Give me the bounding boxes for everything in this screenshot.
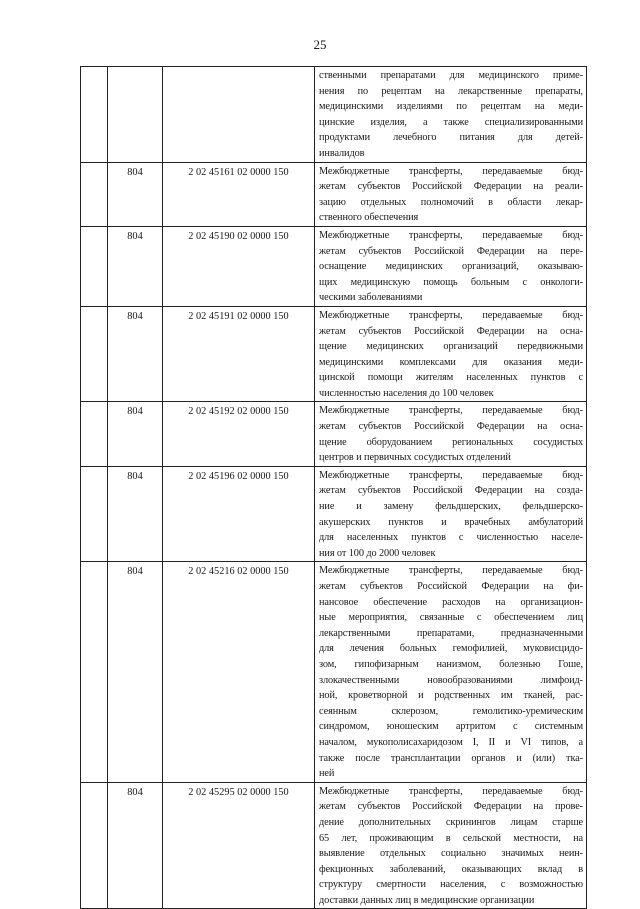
revenue-name-line: нансовое обеспечение расходов на организацион-	[319, 596, 583, 608]
revenue-name-cell	[315, 402, 587, 466]
empty-cell	[81, 466, 108, 562]
revenue-name-line: щих медицинскую помощь больным с онкологи-	[319, 276, 583, 288]
revenue-name-line: Межбюджетные трансферты, передаваемые бюд-	[319, 309, 583, 321]
revenue-name-line: ней	[319, 768, 335, 780]
revenue-name-line: дение дополнительных скринингов лицам старше	[319, 816, 583, 828]
revenue-name-line: щение медицинских организаций передвижными	[319, 341, 583, 353]
administrator-code-cell: 804	[108, 226, 163, 306]
revenue-name-line: инвалидов	[319, 147, 365, 159]
revenue-name-line: оснащение медицинских организаций, оказываю-	[319, 261, 583, 273]
empty-cell	[81, 162, 108, 226]
revenue-name-line: жетам субъектов Российской Федерации на прове-	[319, 801, 583, 813]
empty-cell	[81, 562, 108, 782]
revenue-name-line: ственного обеспечения	[319, 212, 419, 224]
revenue-name-line: 65 лет, проживающим в сельской местности, на	[319, 832, 583, 844]
revenue-name-line: для населенных пунктов с численностью населе-	[319, 532, 583, 544]
revenue-name-line: зом, гипофизарным нанизмом, болезнью Гоше,	[319, 658, 583, 670]
budget-revenue-table	[80, 66, 587, 909]
administrator-code-cell: 804	[108, 162, 163, 226]
revenue-name-line: жетам субъектов Российской Федерации на созда-	[319, 485, 583, 497]
table-row	[81, 226, 587, 306]
revenue-code-cell	[163, 67, 315, 163]
revenue-name-line: структуру смертности населения, с возможностью	[319, 879, 583, 891]
table-body	[81, 67, 587, 909]
revenue-name-line: началом, мукополисахаридозом I, II и VI типов, а	[319, 736, 583, 748]
revenue-name-line: для лечения больных гемофилией, муковисцидо-	[319, 643, 583, 655]
revenue-name-line: продуктами лечебного питания для детей-	[319, 132, 583, 144]
revenue-code-cell: 2 02 45216 02 0000 150	[163, 562, 315, 782]
revenue-name-line: ния от 100 до 2000 человек	[319, 547, 436, 559]
table-row	[81, 162, 587, 226]
revenue-name-cell	[315, 162, 587, 226]
empty-cell	[81, 782, 108, 909]
revenue-name-line: жетам субъектов Российской Федерации на фи-	[319, 581, 583, 592]
revenue-name-line: жетам субъектов Российской Федерации на осна-	[319, 421, 583, 433]
administrator-code-cell: 804	[108, 466, 163, 562]
administrator-code-cell: 804	[108, 782, 163, 909]
table-row	[81, 562, 587, 782]
revenue-name-line: синдромом, юношеским артритом с системным	[319, 721, 583, 733]
empty-cell	[81, 226, 108, 306]
revenue-name-line: ние и замену фельдшерских, фельдшерско-	[319, 501, 583, 513]
revenue-code-cell: 2 02 45196 02 0000 150	[163, 466, 315, 562]
revenue-code-cell: 2 02 45191 02 0000 150	[163, 306, 315, 402]
revenue-name-line: Межбюджетные трансферты, передаваемые бюд-	[319, 469, 583, 481]
empty-cell	[81, 402, 108, 466]
administrator-code-cell: 804	[108, 306, 163, 402]
table-row	[81, 306, 587, 402]
revenue-name-line: медицинскими комплексами для оказания меди-	[319, 356, 583, 368]
revenue-name-line: жетам субъектов Российской Федерации на осна-	[319, 325, 583, 337]
table-row	[81, 402, 587, 466]
revenue-name-line: доставки данных лиц в медицинские организации	[319, 894, 535, 906]
revenue-code-cell: 2 02 45295 02 0000 150	[163, 782, 315, 909]
revenue-name-line: сеянным склерозом, гемолитико-уремическим	[319, 705, 583, 717]
revenue-name-line: акушерских пунктов и врачебных амбулаторий	[319, 516, 583, 528]
table-row	[81, 782, 587, 909]
revenue-code-cell: 2 02 45190 02 0000 150	[163, 226, 315, 306]
empty-cell	[81, 67, 108, 163]
revenue-name-line: численностью населения до 100 человек	[319, 387, 494, 399]
page-number: 25	[313, 37, 327, 52]
revenue-name-cell	[315, 562, 587, 782]
empty-cell	[81, 306, 108, 402]
revenue-name-line: цинские изделия, а также специализированными	[319, 116, 583, 128]
administrator-code-cell: 804	[108, 402, 163, 466]
revenue-name-line: Межбюджетные трансферты, передаваемые бюд-	[319, 565, 583, 577]
revenue-name-cell	[315, 67, 587, 163]
revenue-code-cell: 2 02 45192 02 0000 150	[163, 402, 315, 466]
revenue-name-cell	[315, 226, 587, 306]
revenue-name-line: ные мероприятия, связанные с обеспечением лиц	[319, 612, 583, 624]
revenue-name-line: нения по рецептам на лекарственные препараты,	[319, 85, 583, 97]
revenue-name-line: Межбюджетные трансферты, передаваемые бюд-	[319, 405, 583, 417]
revenue-name-line: центров и первичных сосудистых отделений	[319, 452, 511, 464]
revenue-name-cell	[315, 466, 587, 562]
administrator-code-cell: 804	[108, 562, 163, 782]
revenue-name-line: Межбюджетные трансферты, передаваемые бюд-	[319, 165, 583, 177]
revenue-name-line: ческими заболеваниями	[319, 292, 423, 304]
revenue-name-line: жетам субъектов Российской Федерации на реали-	[319, 181, 583, 193]
revenue-name-line: также после трансплантации органов и (или) тка-	[319, 752, 583, 764]
revenue-name-line: Межбюджетные трансферты, передаваемые бюд-	[319, 785, 583, 797]
administrator-code-cell	[108, 67, 163, 163]
revenue-name-line: выявление отдельных социально значимых неин-	[319, 848, 583, 860]
revenue-name-line: жетам субъектов Российской Федерации на пере-	[319, 245, 583, 257]
revenue-name-line: медицинскими изделиями по рецептам на меди-	[319, 101, 583, 113]
revenue-name-line: ственными препаратами для медицинского приме-	[319, 70, 583, 81]
revenue-name-line: зацию отдельных полномочий в области лекар-	[319, 196, 583, 208]
revenue-name-line: злокачественными новообразованиями лимфоид-	[319, 674, 583, 686]
revenue-name-line: цинской помощи жителям населенных пунктов с	[319, 372, 583, 384]
revenue-name-line: Межбюджетные трансферты, передаваемые бюд-	[319, 229, 583, 241]
table-row	[81, 67, 587, 163]
revenue-name-cell	[315, 782, 587, 909]
revenue-name-cell	[315, 306, 587, 402]
table-row	[81, 466, 587, 562]
revenue-name-line: лекарственными препаратами, предназначенными	[319, 627, 583, 639]
revenue-name-line: ной, кроветворной и родственных им тканей, рас-	[319, 690, 583, 702]
revenue-name-line: фекционных заболеваний, оказывающих вклад в	[319, 863, 583, 875]
revenue-name-line: щение оборудованием региональных сосудистых	[319, 436, 583, 448]
revenue-code-cell: 2 02 45161 02 0000 150	[163, 162, 315, 226]
